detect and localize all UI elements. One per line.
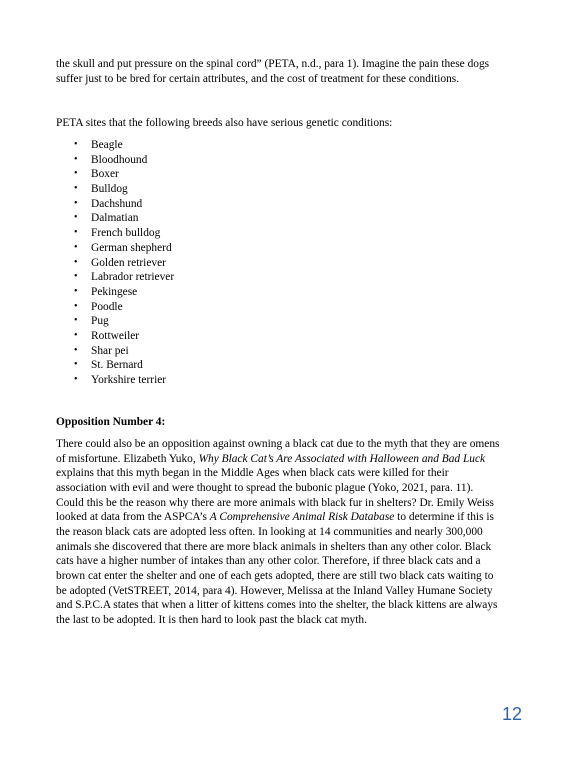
bullet-icon: •	[74, 197, 78, 209]
bullet-icon: •	[74, 241, 78, 253]
bullet-icon: •	[74, 256, 78, 268]
body-text: looked at data from the ASPCA’s	[56, 511, 210, 524]
breed-name: Poodle	[91, 300, 123, 313]
breed-name: Labrador retriever	[91, 271, 175, 284]
breed-list-item	[56, 241, 174, 256]
bullet-icon: •	[74, 227, 78, 239]
bullet-icon: •	[74, 271, 78, 283]
body-line: Could this be the reason why there are more animals with black fur in shelters? Dr. Emily Weiss	[56, 496, 494, 509]
breed-name: German shepherd	[91, 241, 172, 254]
body-line	[56, 452, 528, 467]
bullet-icon: •	[74, 344, 78, 356]
body-line: cats have a higher number of intakes than any other color. Therefore, if three black cats and a	[56, 555, 481, 568]
breed-name: Beagle	[91, 139, 123, 151]
breed-list-item	[56, 211, 174, 226]
section-heading: Opposition Number 4:	[56, 416, 166, 428]
body-line: be adopted (VetSTREET, 2014, para 4). However, Melissa at the Inland Valley Humane Society	[56, 584, 493, 597]
breed-list-item	[56, 300, 174, 315]
bullet-icon: •	[74, 168, 78, 180]
top-paragraph	[56, 57, 526, 86]
database-title: A Comprehensive Animal Risk Database	[209, 511, 395, 524]
breed-name: Dachshund	[91, 197, 143, 210]
breed-name: Pekingese	[91, 285, 138, 298]
body-text: of misfortune. Elizabeth Yuko,	[56, 452, 199, 465]
breed-list-item	[56, 226, 174, 241]
breed-name: St. Bernard	[91, 359, 143, 372]
bullet-icon: •	[74, 153, 78, 165]
breed-name: Rottweiler	[91, 329, 140, 342]
breed-name: French bulldog	[91, 227, 161, 240]
bullet-icon: •	[74, 315, 78, 327]
breed-name: Shar pei	[91, 344, 129, 357]
breed-list-item	[56, 373, 174, 388]
breed-name: Pug	[91, 315, 109, 328]
body-line: the last to be adopted. It is then hard to look past the black cat myth.	[56, 613, 367, 626]
breed-list-item	[56, 167, 174, 182]
breed-list-item	[56, 197, 174, 212]
bullet-icon: •	[74, 374, 78, 385]
breed-name: Yorkshire terrier	[91, 374, 167, 386]
breed-list-item	[56, 314, 174, 329]
body-line: animals she discovered that there are more black animals in shelters than any other color. Black	[56, 540, 492, 553]
body-paragraph	[56, 437, 528, 628]
breed-list	[56, 138, 174, 388]
breed-list-item	[56, 285, 174, 300]
breed-list-item	[56, 270, 174, 285]
breeds-intro: PETA sites that the following breeds also have serious genetic conditions:	[56, 117, 393, 129]
breed-list-item	[56, 358, 174, 373]
breed-list-item	[56, 329, 174, 344]
body-line: the reason black cats are adopted less often. In looking at 14 communities and nearly 300,000	[56, 525, 483, 538]
breed-list-item	[56, 153, 174, 168]
bullet-icon: •	[74, 183, 78, 195]
bullet-icon: •	[74, 359, 78, 371]
breed-name: Dalmatian	[91, 212, 139, 225]
body-line: There could also be an opposition against owning a black cat due to the myth that they are omens	[56, 438, 500, 450]
body-line: brown cat enter the shelter and one of each gets adopted, there are still two black cats waiting to	[56, 569, 494, 582]
breed-list-item	[56, 138, 174, 153]
body-text: to determine if this is	[394, 511, 494, 524]
top-paragraph-line-2: suffer just to be bred for certain attributes, and the cost of treatment for these conditions.	[56, 72, 460, 85]
breed-name: Boxer	[91, 168, 119, 181]
body-line: association with evil and were thought to spread the bubonic plague (Yoko, 2021, para. 11).	[56, 481, 474, 494]
breed-list-item	[56, 182, 174, 197]
bullet-icon: •	[74, 300, 78, 312]
bullet-icon: •	[74, 285, 78, 297]
bullet-icon: •	[74, 329, 78, 341]
bullet-icon: •	[74, 212, 78, 224]
breed-name: Bulldog	[91, 183, 128, 196]
breed-list-item	[56, 344, 174, 359]
breed-list-item	[56, 256, 174, 271]
breed-name: Bloodhound	[91, 153, 148, 166]
body-line	[56, 510, 528, 525]
breed-name: Golden retriever	[91, 256, 166, 269]
article-title: Why Black Cat’s Are Associated with Halloween and Bad Luck	[198, 452, 486, 465]
body-line: and S.P.C.A states that when a litter of kittens comes into the shelter, the black kittens are always	[56, 599, 498, 612]
body-line: explains that this myth began in the Middle Ages when black cats were killed for their	[56, 467, 449, 480]
top-paragraph-line-1: the skull and put pressure on the spinal cord” (PETA, n.d., para 1). Imagine the pain these dogs	[56, 58, 490, 70]
page-number: 12	[501, 704, 522, 724]
bullet-icon: •	[74, 139, 78, 150]
